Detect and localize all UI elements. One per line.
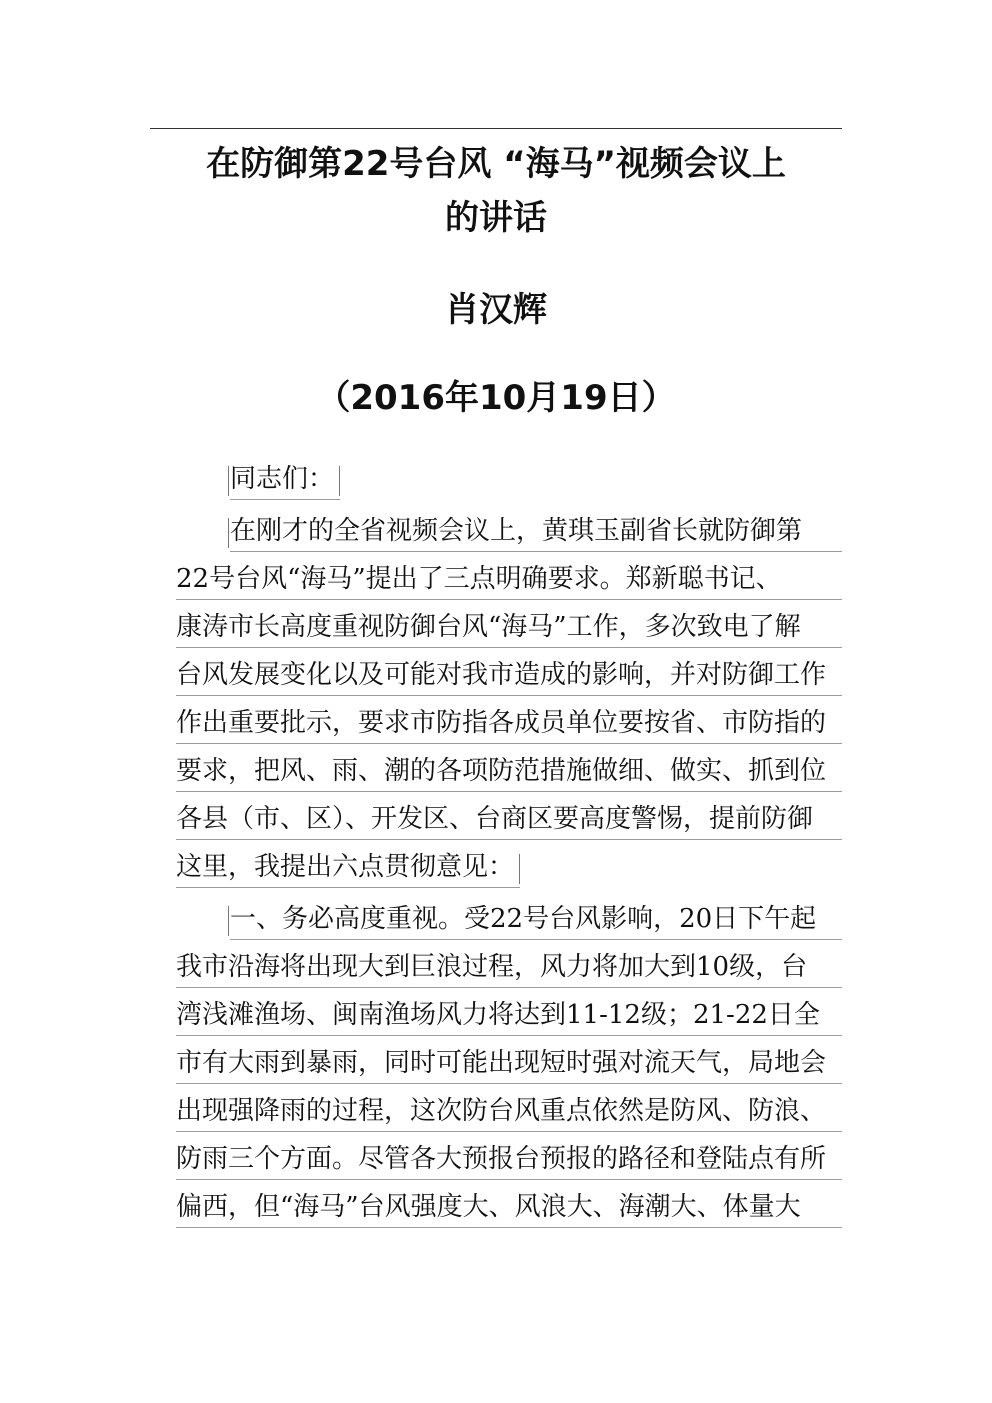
document-title-line-1: 在防御第22号台风 “海马”视频会议上: [206, 144, 786, 184]
body-line: 台风发展变化以及可能对我市造成的影响，并对防御工作: [176, 658, 842, 696]
body-line: 防雨三个方面。尽管各大预报台预报的路径和登陆点有所: [176, 1142, 842, 1180]
body-line: 我市沿海将出现大到巨浪过程，风力将加大到10级，台: [176, 950, 842, 988]
header-rule: [150, 128, 842, 129]
body-line: 市有大雨到暴雨，同时可能出现短时强对流天气，局地会: [176, 1046, 842, 1084]
body-line: 22号台风“海马”提出了三点明确要求。郑新聪书记、: [176, 562, 842, 600]
body-line: 出现强降雨的过程，这次防台风重点依然是防风、防浪、: [176, 1094, 842, 1132]
body-line: 湾浅滩渔场、闽南渔场风力将达到11-12级；21-22日全: [176, 998, 842, 1036]
document-author: 肖汉辉: [445, 290, 547, 330]
body-line: 同志们：: [230, 462, 340, 500]
body-line: 作出重要批示，要求市防指各成员单位要按省、市防指的: [176, 706, 842, 744]
body-line: 这里，我提出六点贯彻意见：: [176, 850, 520, 888]
body-line: 在刚才的全省视频会议上，黄琪玉副省长就防御第: [230, 514, 842, 552]
body-line: 各县（市、区）、开发区、台商区要高度警惕，提前防御: [176, 802, 842, 840]
body-line: 要求，把风、雨、潮的各项防范措施做细、做实、抓到位: [176, 754, 842, 792]
document-date: （2016年10月19日）: [316, 378, 676, 418]
body-line: 一、务必高度重视。受22号台风影响，20日下午起: [230, 902, 842, 940]
document-title-line-2: 的讲话: [445, 198, 547, 238]
body-line: 偏西，但“海马”台风强度大、风浪大、海潮大、体量大: [176, 1190, 842, 1228]
body-line: 康涛市长高度重视防御台风“海马”工作，多次致电了解: [176, 610, 842, 648]
